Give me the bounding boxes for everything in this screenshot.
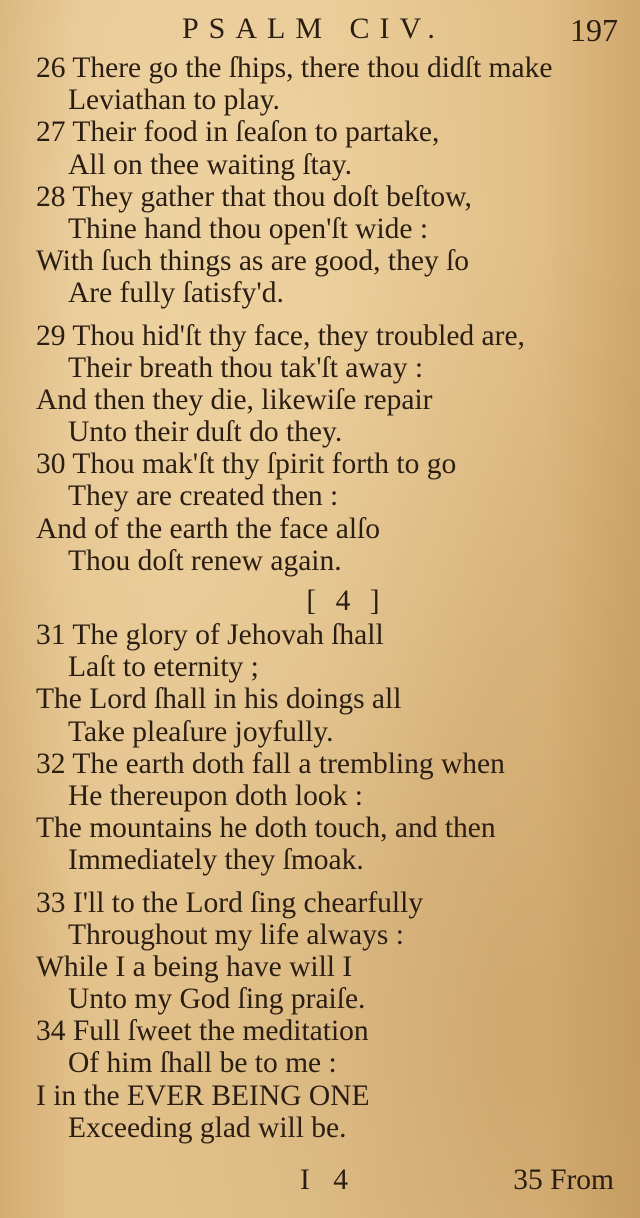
verse-32-line-2: He thereupon doth look :: [68, 779, 363, 812]
verse-29-line-3: And then they die, likewiſe repair: [36, 383, 433, 416]
verse-34-line-1: 34 Full ſweet the meditation: [36, 1015, 369, 1048]
psalm-text: [36, 52, 626, 1144]
verse-31-line-2: Laſt to eternity ;: [68, 651, 259, 684]
verse-32-line-4: Immediately they ſmoak.: [68, 844, 364, 877]
verse-33-line-3: While I a being have will I: [36, 950, 353, 983]
verse-34-line-3: I in the EVER BEING ONE: [36, 1079, 370, 1112]
verse-33-line-2: Throughout my life always :: [68, 918, 404, 951]
verse-27-line-1: 27 Their food in ſeaſon to partake,: [36, 116, 440, 149]
signature-mark: I 4: [300, 1164, 356, 1196]
verse-30-line-2: They are created then :: [68, 480, 339, 513]
verse-31-line-1: 31 The glory of Jehovah ſhall: [36, 619, 384, 651]
running-title: PSALM CIV.: [182, 12, 445, 45]
verse-33-line-1: 33 I'll to the Lord ſing chearfully: [36, 886, 424, 919]
page-footer: [0, 1164, 640, 1204]
verse-26-line-1: 26 There go the ſhips, there thou didſt make: [36, 52, 553, 84]
verse-30-line-3: And of the earth the face alſo: [36, 512, 381, 545]
verse-34-line-4: Exceeding glad will be.: [68, 1111, 347, 1144]
page-number: 197: [570, 12, 618, 48]
verse-28-line-1: 28 They gather that thou doſt beſtow,: [36, 180, 472, 213]
verse-32-line-3: The mountains he doth touch, and then: [36, 812, 496, 845]
verse-26-line-2: Leviathan to play.: [68, 84, 280, 117]
verse-33-line-4: Unto my God ſing praiſe.: [68, 983, 366, 1016]
verse-34-line-2: Of him ſhall be to me :: [68, 1047, 337, 1080]
verse-29-line-4: Unto their duſt do they.: [68, 416, 343, 449]
verse-32-line-1: 32 The earth doth fall a trembling when: [36, 747, 505, 780]
verse-29-line-2: Their breath thou tak'ſt away :: [68, 351, 424, 384]
verse-31-line-4: Take pleaſure joyfully.: [68, 715, 334, 748]
verse-29-line-1: 29 Thou hid'ſt thy face, they troubled are,: [36, 319, 525, 352]
verse-31-line-3: The Lord ſhall in his doings all: [36, 683, 402, 716]
page-header: [0, 8, 640, 52]
verse-28-line-4: Are fully ſatisfy'd.: [68, 277, 284, 310]
verse-28-line-3: With ſuch things as are good, they ſo: [36, 245, 470, 278]
verse-28-line-2: Thine hand thou open'ſt wide :: [68, 212, 429, 245]
section-number: [ 4 ]: [306, 585, 386, 617]
catchword: 35 From: [513, 1164, 614, 1196]
verse-27-line-2: All on thee waiting ſtay.: [68, 148, 353, 181]
verse-30-line-1: 30 Thou mak'ſt thy ſpirit forth to go: [36, 448, 457, 481]
verse-30-line-4: Thou doſt renew again.: [68, 544, 342, 577]
